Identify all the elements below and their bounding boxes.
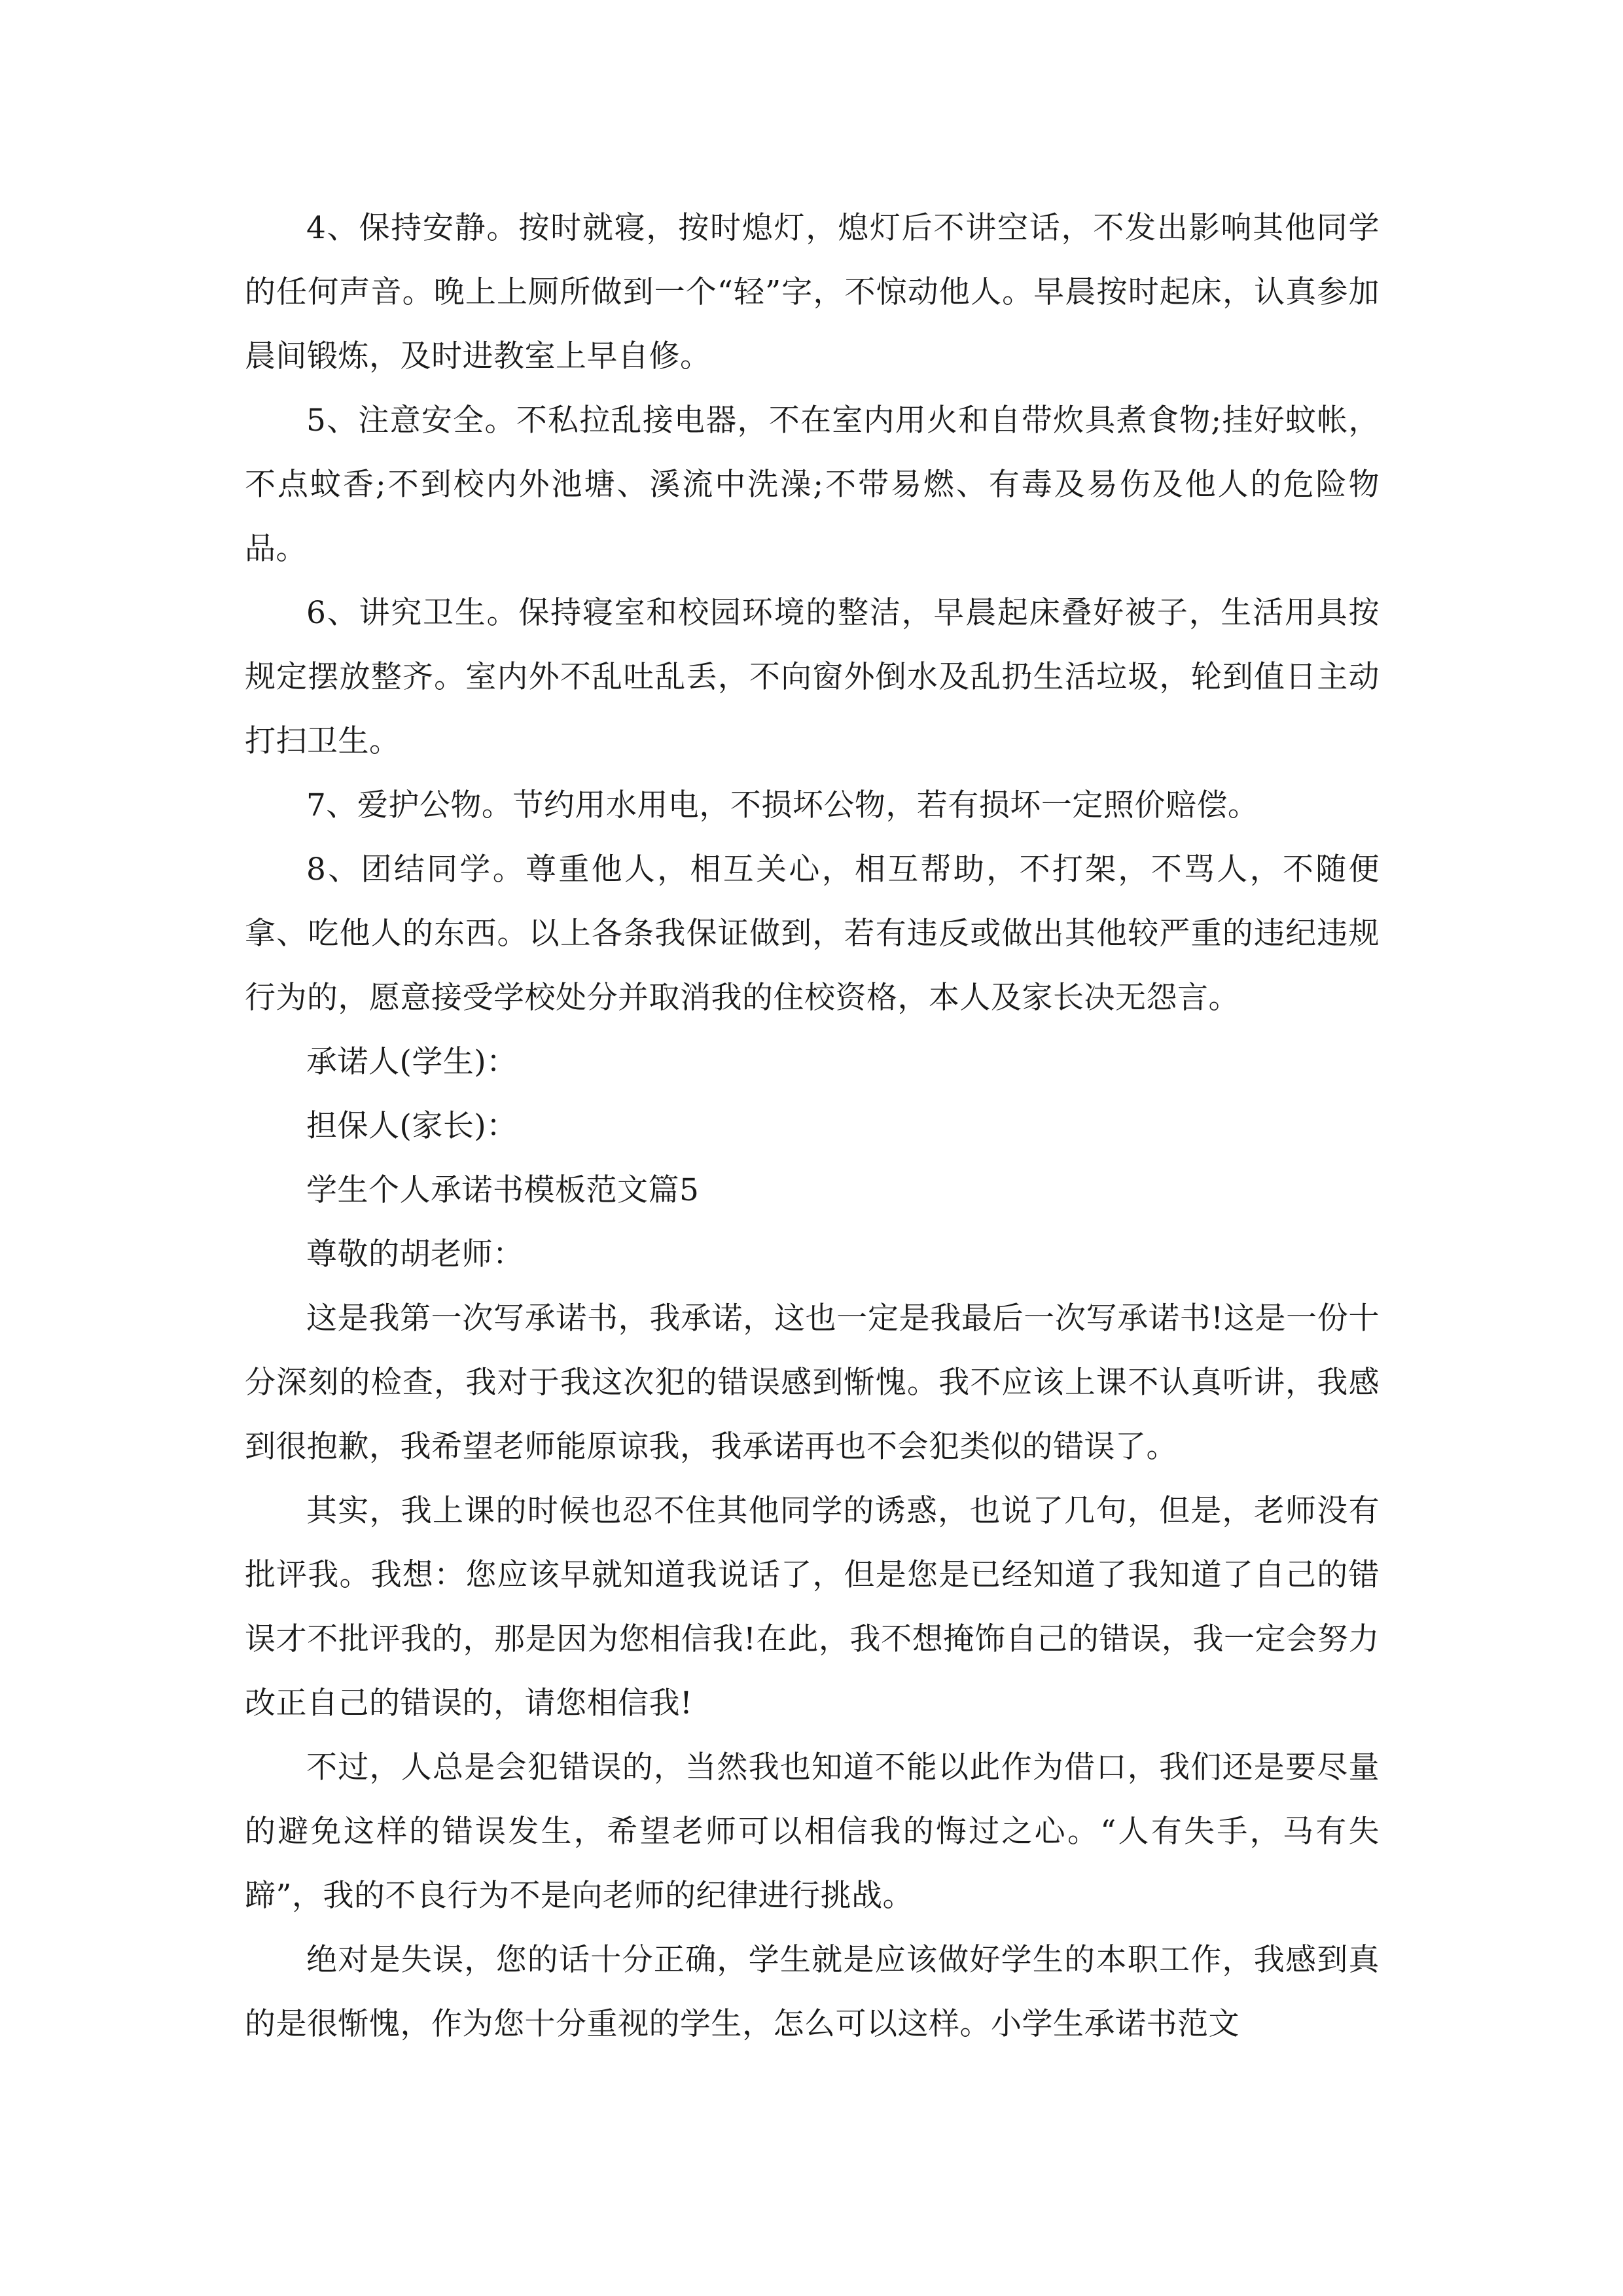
paragraph-rule-4: 4、保持安静。按时就寝，按时熄灯，熄灯后不讲空话，不发出影响其他同学的任何声音。晚上上厕所做到一个“轻”字，不惊动他人。早晨按时起床，认真参加晨间锻炼，及时进教室上早自修。	[245, 210, 1380, 374]
letter-paragraph-4: 绝对是失误，您的话十分正确，学生就是应该做好学生的本职工作，我感到真的是很惭愧，作为您十分重视的学生，怎么可以这样。小学生承诺书范文	[245, 1942, 1380, 2042]
signature-parent-line: 担保人(家长)：	[306, 1108, 518, 1144]
letter-paragraph-1: 这是我第一次写承诺书，我承诺，这也一定是我最后一次写承诺书!这是一份十分深刻的检查，我对于我这次犯的错误感到惭愧。我不应该上课不认真听讲，我感到很抱歉，我希望老师能原谅我，我承诺再也不会犯类似的错误了。	[245, 1300, 1380, 1465]
paragraph-rule-7: 7、爱护公物。节约用水用电，不损坏公物，若有损坏一定照价赔偿。	[306, 787, 1259, 823]
document-body	[245, 196, 1380, 2056]
section-heading: 学生个人承诺书模板范文篇5	[306, 1172, 700, 1208]
paragraph-rule-5: 5、注意安全。不私拉乱接电器，不在室内用火和自带炊具煮食物;挂好蚊帐，不点蚊香;不到校内外池塘、溪流中洗澡;不带易燃、有毒及易伤及他人的危险物品。	[245, 403, 1380, 567]
letter-paragraph-3: 不过，人总是会犯错误的，当然我也知道不能以此作为借口，我们还是要尽量的避免这样的错误发生，希望老师可以相信我的悔过之心。“人有失手，马有失蹄”，我的不良行为不是向老师的纪律进行挑战。	[245, 1749, 1380, 1914]
paragraph-rule-8: 8、团结同学。尊重他人，相互关心，相互帮助，不打架，不骂人，不随便拿、吃他人的东西。以上各条我保证做到，若有违反或做出其他较严重的违纪违规行为的，愿意接受学校处分并取消我的住校资格，本人及家长决无怨言。	[245, 852, 1380, 1016]
paragraph-rule-6: 6、讲究卫生。保持寝室和校园环境的整洁，早晨起床叠好被子，生活用具按规定摆放整齐。室内外不乱吐乱丢，不向窗外倒水及乱扔生活垃圾，轮到值日主动打扫卫生。	[245, 595, 1380, 759]
salutation: 尊敬的胡老师：	[306, 1236, 524, 1272]
letter-paragraph-2: 其实，我上课的时候也忍不住其他同学的诱惑，也说了几句，但是，老师没有批评我。我想：您应该早就知道我说话了，但是您是已经知道了我知道了自己的错误才不批评我的，那是因为您相信我!在此，我不想掩饰自己的错误，我一定会努力改正自己的错误的，请您相信我!	[245, 1493, 1380, 1721]
signature-student-line: 承诺人(学生)：	[306, 1044, 518, 1080]
